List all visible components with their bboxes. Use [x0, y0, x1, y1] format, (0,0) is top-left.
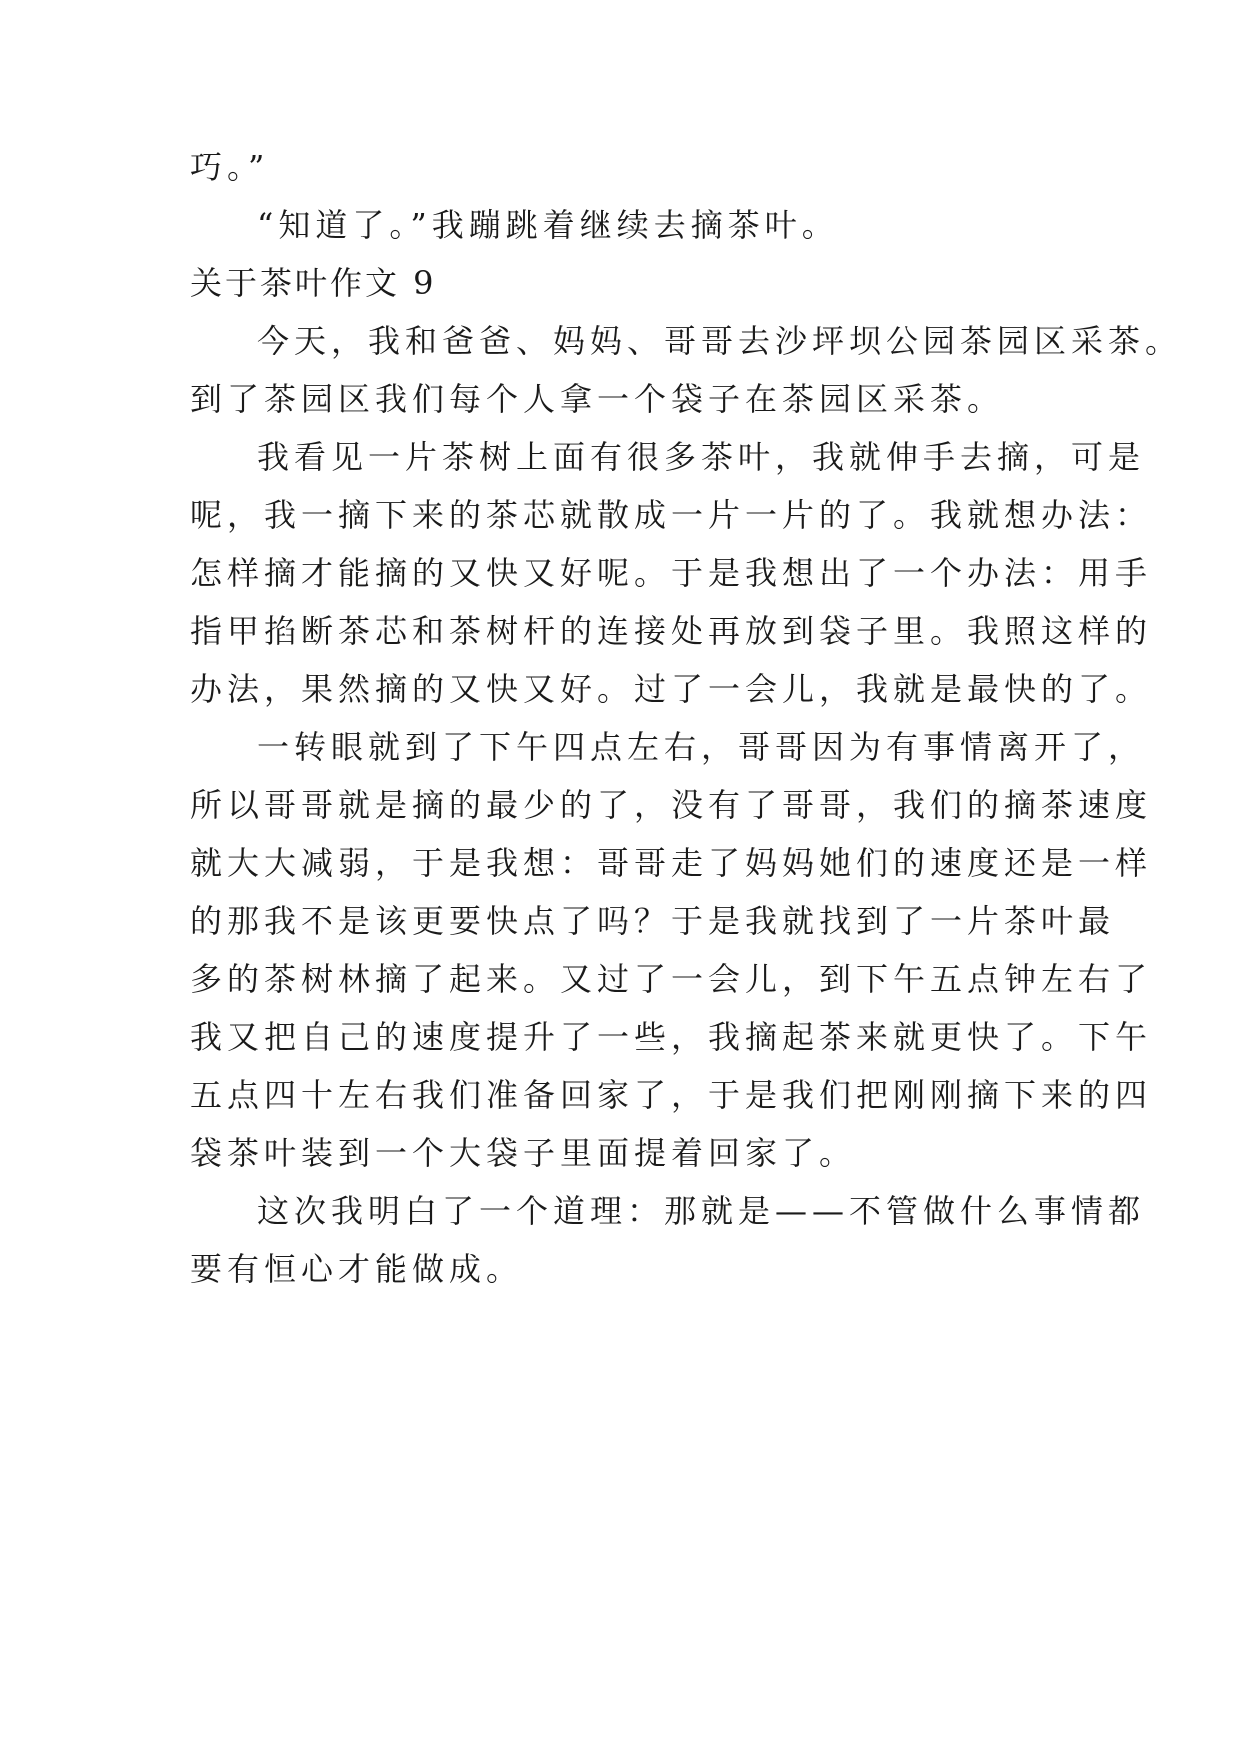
text-line: 我又把自己的速度提升了一些，我摘起茶来就更快了。下午	[190, 1018, 1153, 1056]
text-line: 袋茶叶装到一个大袋子里面提着回家了。	[190, 1134, 857, 1172]
text-line: 要有恒心才能做成。	[190, 1250, 524, 1288]
text-line: 今天，我和爸爸、妈妈、哥哥去沙坪坝公园茶园区采茶。	[257, 322, 1183, 360]
text-line: 到了茶园区我们每个人拿一个袋子在茶园区采茶。	[190, 380, 1005, 418]
text-line: 呢，我一摘下来的茶芯就散成一片一片的了。我就想办法：	[190, 496, 1153, 534]
text-line: 我看见一片茶树上面有很多茶叶，我就伸手去摘，可是	[257, 438, 1146, 476]
text-line: 一转眼就到了下午四点左右，哥哥因为有事情离开了，	[257, 728, 1146, 766]
text-line: 的那我不是该更要快点了吗？于是我就找到了一片茶叶最	[190, 902, 1116, 940]
text-line: 这次我明白了一个道理：那就是——不管做什么事情都	[257, 1192, 1146, 1230]
text-line: 多的茶树林摘了起来。又过了一会儿，到下午五点钟左右了	[190, 960, 1153, 998]
text-line: 五点四十左右我们准备回家了，于是我们把刚刚摘下来的四	[190, 1076, 1153, 1114]
text-line: 指甲掐断茶芯和茶树杆的连接处再放到袋子里。我照这样的	[190, 612, 1153, 650]
text-line: 所以哥哥就是摘的最少的了，没有了哥哥，我们的摘茶速度	[190, 786, 1153, 824]
text-line: 就大大减弱，于是我想：哥哥走了妈妈她们的速度还是一样	[190, 844, 1153, 882]
text-line: 办法，果然摘的又快又好。过了一会儿，我就是最快的了。	[190, 670, 1153, 708]
section-heading: 关于茶叶作文 9	[190, 264, 437, 302]
text-line: 巧。”	[190, 148, 270, 186]
document-body	[190, 138, 1183, 1298]
text-line: 怎样摘才能摘的又快又好呢。于是我想出了一个办法：用手	[190, 554, 1153, 592]
text-line: “知道了。”我蹦跳着继续去摘茶叶。	[257, 206, 839, 244]
